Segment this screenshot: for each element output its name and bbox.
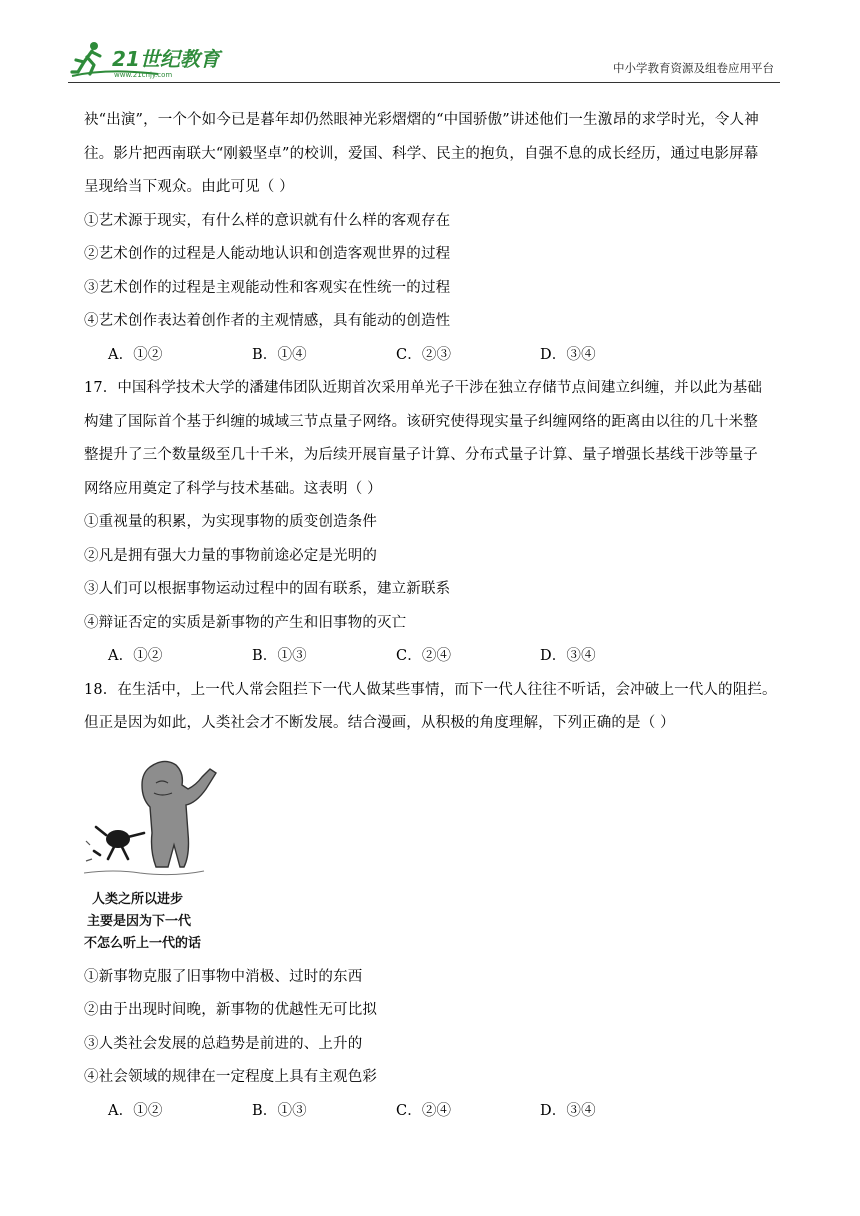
cartoon-caption-line: 人类之所以进步 [92,891,184,907]
q16-item-3: ③艺术创作的过程是主观能动性和客观实在性统一的过程 [84,279,451,296]
q16-item-2: ②艺术创作的过程是人能动地认识和创造客观世界的过程 [84,246,451,262]
q17-option-d: D．③④ [540,648,596,664]
q17-item-1: ①重视量的积累，为实现事物的质变创造条件 [84,514,377,530]
q18-item-3: ③人类社会发展的总趋势是前进的、上升的 [84,1035,363,1052]
cartoon-caption-line: 不怎么听上一代的话 [84,935,202,951]
q17-item-4: ④辩证否定的实质是新事物的产生和旧事物的灭亡 [84,614,407,631]
question-18 [84,674,780,1129]
q18-option-c: C．②④ [396,1102,452,1119]
question-16 [84,104,780,372]
document-body [84,104,780,1128]
q16-item-4: ④艺术创作表达着创作者的主观情感，具有能动的创造性 [84,313,451,329]
q17-option-b: B．①③ [252,648,307,664]
q18-options [84,1095,780,1129]
q16-item-1: ①艺术源于现实，有什么样的意识就有什么样的客观存在 [84,212,451,229]
q16-stem-line: 呈现给当下观众。由此可见（ ） [84,179,294,195]
q16-option-c: C．②③ [396,346,452,363]
q18-stem-line: 18．在生活中，上一代人常会阻拦下一代人做某些事情，而下一代人往往不听话，会冲破上一代人的阻拦。 [84,681,777,698]
cartoon-adult-figure [142,761,216,867]
q18-option-d: D．③④ [540,1102,596,1119]
q16-stem-line: 袂“出演”，一个个如今已是暮年却仍然眼神光彩熠熠的“中国骄傲”讲述他们一生激昂的求学时光，令人神 [84,112,759,128]
q17-stem-line: 17．中国科学技术大学的潘建伟团队近期首次采用单光子干涉在独立存储节点间建立纠缠，并以此为基础 [84,380,762,396]
q17-option-a: A．①② [108,648,163,664]
page-header [68,36,780,83]
q17-item-2: ②凡是拥有强大力量的事物前途必定是光明的 [84,547,377,564]
cartoon-child-figure [86,827,144,861]
q16-option-a: A．①② [108,346,163,363]
cartoon-caption-line: 主要是因为下一代 [87,913,192,929]
logo [68,38,238,80]
logo-subtext: www.21cnjy.com [114,71,173,79]
q17-option-c: C．②④ [396,648,452,664]
q17-item-3: ③人们可以根据事物运动过程中的固有联系，建立新联系 [84,581,451,597]
q18-option-b: B．①③ [252,1102,307,1119]
q18-item-1: ①新事物克服了旧事物中消极、过时的东西 [84,968,363,985]
q16-stem-line: 往。影片把西南联大“刚毅坚卓”的校训，爱国、科学、民主的抱负，自强不息的成长经历，通过电影屏幕 [84,145,759,162]
q17-stem-line: 网络应用奠定了科学与技术基础。这表明（ ） [84,480,382,497]
q18-item-2: ②由于出现时间晚，新事物的优越性无可比拟 [84,1002,377,1018]
q18-stem-line: 但正是因为如此，人类社会才不断发展。结合漫画，从积极的角度理解，下列正确的是（ ） [84,715,675,731]
q18-item-4: ④社会领域的规律在一定程度上具有主观色彩 [84,1069,377,1085]
q18-option-a: A．①② [108,1102,163,1119]
q17-options [84,640,780,674]
q16-option-d: D．③④ [540,346,596,363]
cartoon-image [84,755,234,953]
logo-text: 21世纪教育 [112,47,220,71]
question-17 [84,372,780,674]
q17-stem-line: 整提升了三个数量级至几十千米，为后续开展盲量子计算、分布式量子计算、量子增强长基线干涉等量子 [84,447,758,463]
site-name: 中小学教育资源及组卷应用平台 [613,61,774,75]
q16-option-b: B．①④ [252,346,307,363]
q16-options [84,339,780,373]
q17-stem-line: 构建了国际首个基于纠缠的城域三节点量子网络。该研究使得现实量子纠缠网络的距离由以往的几十米整 [84,413,758,430]
